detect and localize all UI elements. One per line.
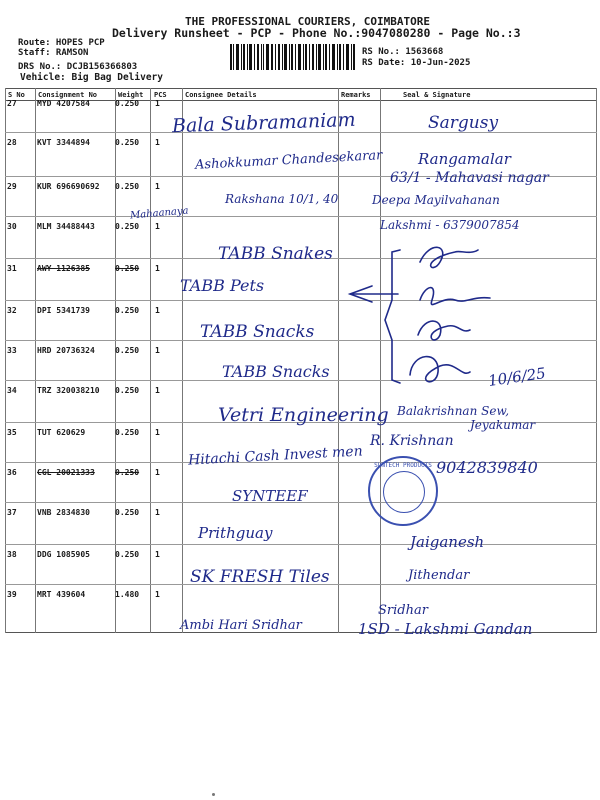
row-weight: 0.250 <box>115 99 140 108</box>
row-consignment-no: KUR 696690692 <box>37 182 100 191</box>
hw-30-consignee: TABB Snakes <box>218 244 333 264</box>
row-sno: 39 <box>7 590 17 599</box>
row-weight: 0.250 <box>115 428 140 437</box>
hw-29-signature: Deepa Mayilvahanan <box>372 193 500 207</box>
row-weight: 0.250 <box>115 306 140 315</box>
hw-39-consignee: Ambi Hari Sridhar <box>180 618 302 633</box>
staff-label: Staff: RAMSON <box>18 48 89 58</box>
col-consignee-header: Consignee Details <box>185 91 257 99</box>
hw-28-signature-name: Rangamalar <box>418 150 511 168</box>
stamp-text: SUNTECH PRODUCTS <box>374 462 432 469</box>
hw-33-date: 10/6/25 <box>487 364 547 390</box>
row-consignment-no: VNB 2834830 <box>37 508 90 517</box>
row-sno: 32 <box>7 306 17 315</box>
row-consignment-no: CGL 20021333 <box>37 468 95 477</box>
row-consignment-no: MYD 4207584 <box>37 99 90 108</box>
row-pcs: 1 <box>155 550 160 559</box>
row-pcs: 1 <box>155 386 160 395</box>
row-sno: 33 <box>7 346 17 355</box>
col-consignment-header: Consignment No <box>38 91 98 99</box>
company-seal-stamp <box>368 456 438 526</box>
row-consignment-no: DDG 1085905 <box>37 550 90 559</box>
row-weight: 0.250 <box>115 508 140 517</box>
row-consignment-no: KVT 3344894 <box>37 138 90 147</box>
row-consignment-no: TUT 620629 <box>37 428 86 437</box>
hw-38-consignee: SK FRESH Tiles <box>190 567 330 587</box>
row-sno: 31 <box>7 264 17 273</box>
rs-date: RS Date: 10-Jun-2025 <box>362 58 471 68</box>
hw-34-consignee: Vetri Engineering <box>218 404 389 426</box>
row-pcs: 1 <box>155 138 160 147</box>
row-sno: 29 <box>7 182 17 191</box>
row-pcs: 1 <box>155 590 160 599</box>
hw-29-consignee: Rakshana 10/1, 40 <box>225 192 339 206</box>
row-sno: 34 <box>7 386 17 395</box>
route-label: Route: HOPES PCP <box>18 38 105 48</box>
page-mark <box>212 793 215 796</box>
col-remarks-header: Remarks <box>341 91 371 99</box>
row-weight: 1.480 <box>115 590 140 599</box>
row-pcs: 1 <box>155 222 160 231</box>
col-sno-header: S No <box>8 91 25 99</box>
hw-39-signature-b: 1SD - Lakshmi Gandan <box>358 620 533 638</box>
rs-number: RS No.: 1563668 <box>362 47 444 57</box>
row-weight: 0.250 <box>115 550 140 559</box>
row-consignment-no: MRT 439604 <box>37 590 86 599</box>
row-sno: 35 <box>7 428 17 437</box>
row-sno: 28 <box>7 138 17 147</box>
row-pcs: 1 <box>155 182 160 191</box>
hw-35-consignee: Hitachi Cash Invest men <box>187 443 364 469</box>
row-sno: 36 <box>7 468 17 477</box>
row-weight: 0.250 <box>115 222 140 231</box>
hw-29-extra: Mahaanaya <box>129 205 189 222</box>
row-consignment-no: AWY 1126385 <box>37 264 90 273</box>
company-name: THE PROFESSIONAL COURIERS, COIMBATORE <box>185 15 431 28</box>
hw-37-signature: Jaiganesh <box>410 533 485 551</box>
row-sno: 38 <box>7 550 17 559</box>
row-consignment-no: TRZ 320038210 <box>37 386 100 395</box>
hw-36-phone: 9042839840 <box>436 458 538 477</box>
row-pcs: 1 <box>155 306 160 315</box>
hw-34-signature-b: Jeyakumar <box>470 418 536 432</box>
vehicle-label: Vehicle: Big Bag Delivery <box>20 72 163 83</box>
hw-27-consignee: Bala Subramaniam <box>171 108 356 138</box>
row-weight: 0.250 <box>115 182 140 191</box>
hw-38-signature: Jithendar <box>408 568 470 583</box>
row-weight: 0.250 <box>115 346 140 355</box>
hw-28-signature-address: 63/1 - Mahavasi nagar <box>390 170 549 186</box>
hw-37-consignee: Prithguay <box>198 524 273 542</box>
hw-39-signature-a: Sridhar <box>378 603 428 618</box>
drs-number: DRS No.: DCJB156366803 <box>18 62 138 72</box>
hw-34-signature-a: Balakrishnan Sew, <box>397 404 510 418</box>
row-sno: 27 <box>7 99 17 108</box>
hw-33-consignee: TABB Snacks <box>222 362 330 381</box>
runsheet-title: Delivery Runsheet - PCP - Phone No.:9047080280 - Page No.:3 <box>112 26 521 40</box>
row-pcs: 1 <box>155 468 160 477</box>
row-sno: 30 <box>7 222 17 231</box>
row-weight: 0.250 <box>115 386 140 395</box>
hw-27-signature: Sargusy <box>428 113 499 133</box>
col-pcs-header: PCS <box>154 91 167 99</box>
col-weight-header: Weight <box>118 91 144 99</box>
row-consignment-no: HRD 20736324 <box>37 346 95 355</box>
row-pcs: 1 <box>155 346 160 355</box>
row-weight: 0.250 <box>115 138 140 147</box>
row-weight: 0.250 <box>115 468 140 477</box>
row-pcs: 1 <box>155 99 160 108</box>
row-weight: 0.250 <box>115 264 140 273</box>
row-consignment-no: MLM 34488443 <box>37 222 95 231</box>
hw-31-consignee: TABB Pets <box>180 276 265 295</box>
hw-28-consignee: Ashokkumar Chandesekarar <box>194 148 383 173</box>
row-pcs: 1 <box>155 264 160 273</box>
hw-36-consignee: SYNTEEF <box>232 487 308 505</box>
hw-35-signature: R. Krishnan <box>370 433 454 449</box>
row-sno: 37 <box>7 508 17 517</box>
hw-32-consignee: TABB Snacks <box>200 322 315 342</box>
row-consignment-no: DPI 5341739 <box>37 306 90 315</box>
row-pcs: 1 <box>155 428 160 437</box>
row-pcs: 1 <box>155 508 160 517</box>
col-seal-header: Seal & Signature <box>403 91 471 99</box>
hw-30-signature: Lakshmi - 6379007854 <box>380 218 520 232</box>
